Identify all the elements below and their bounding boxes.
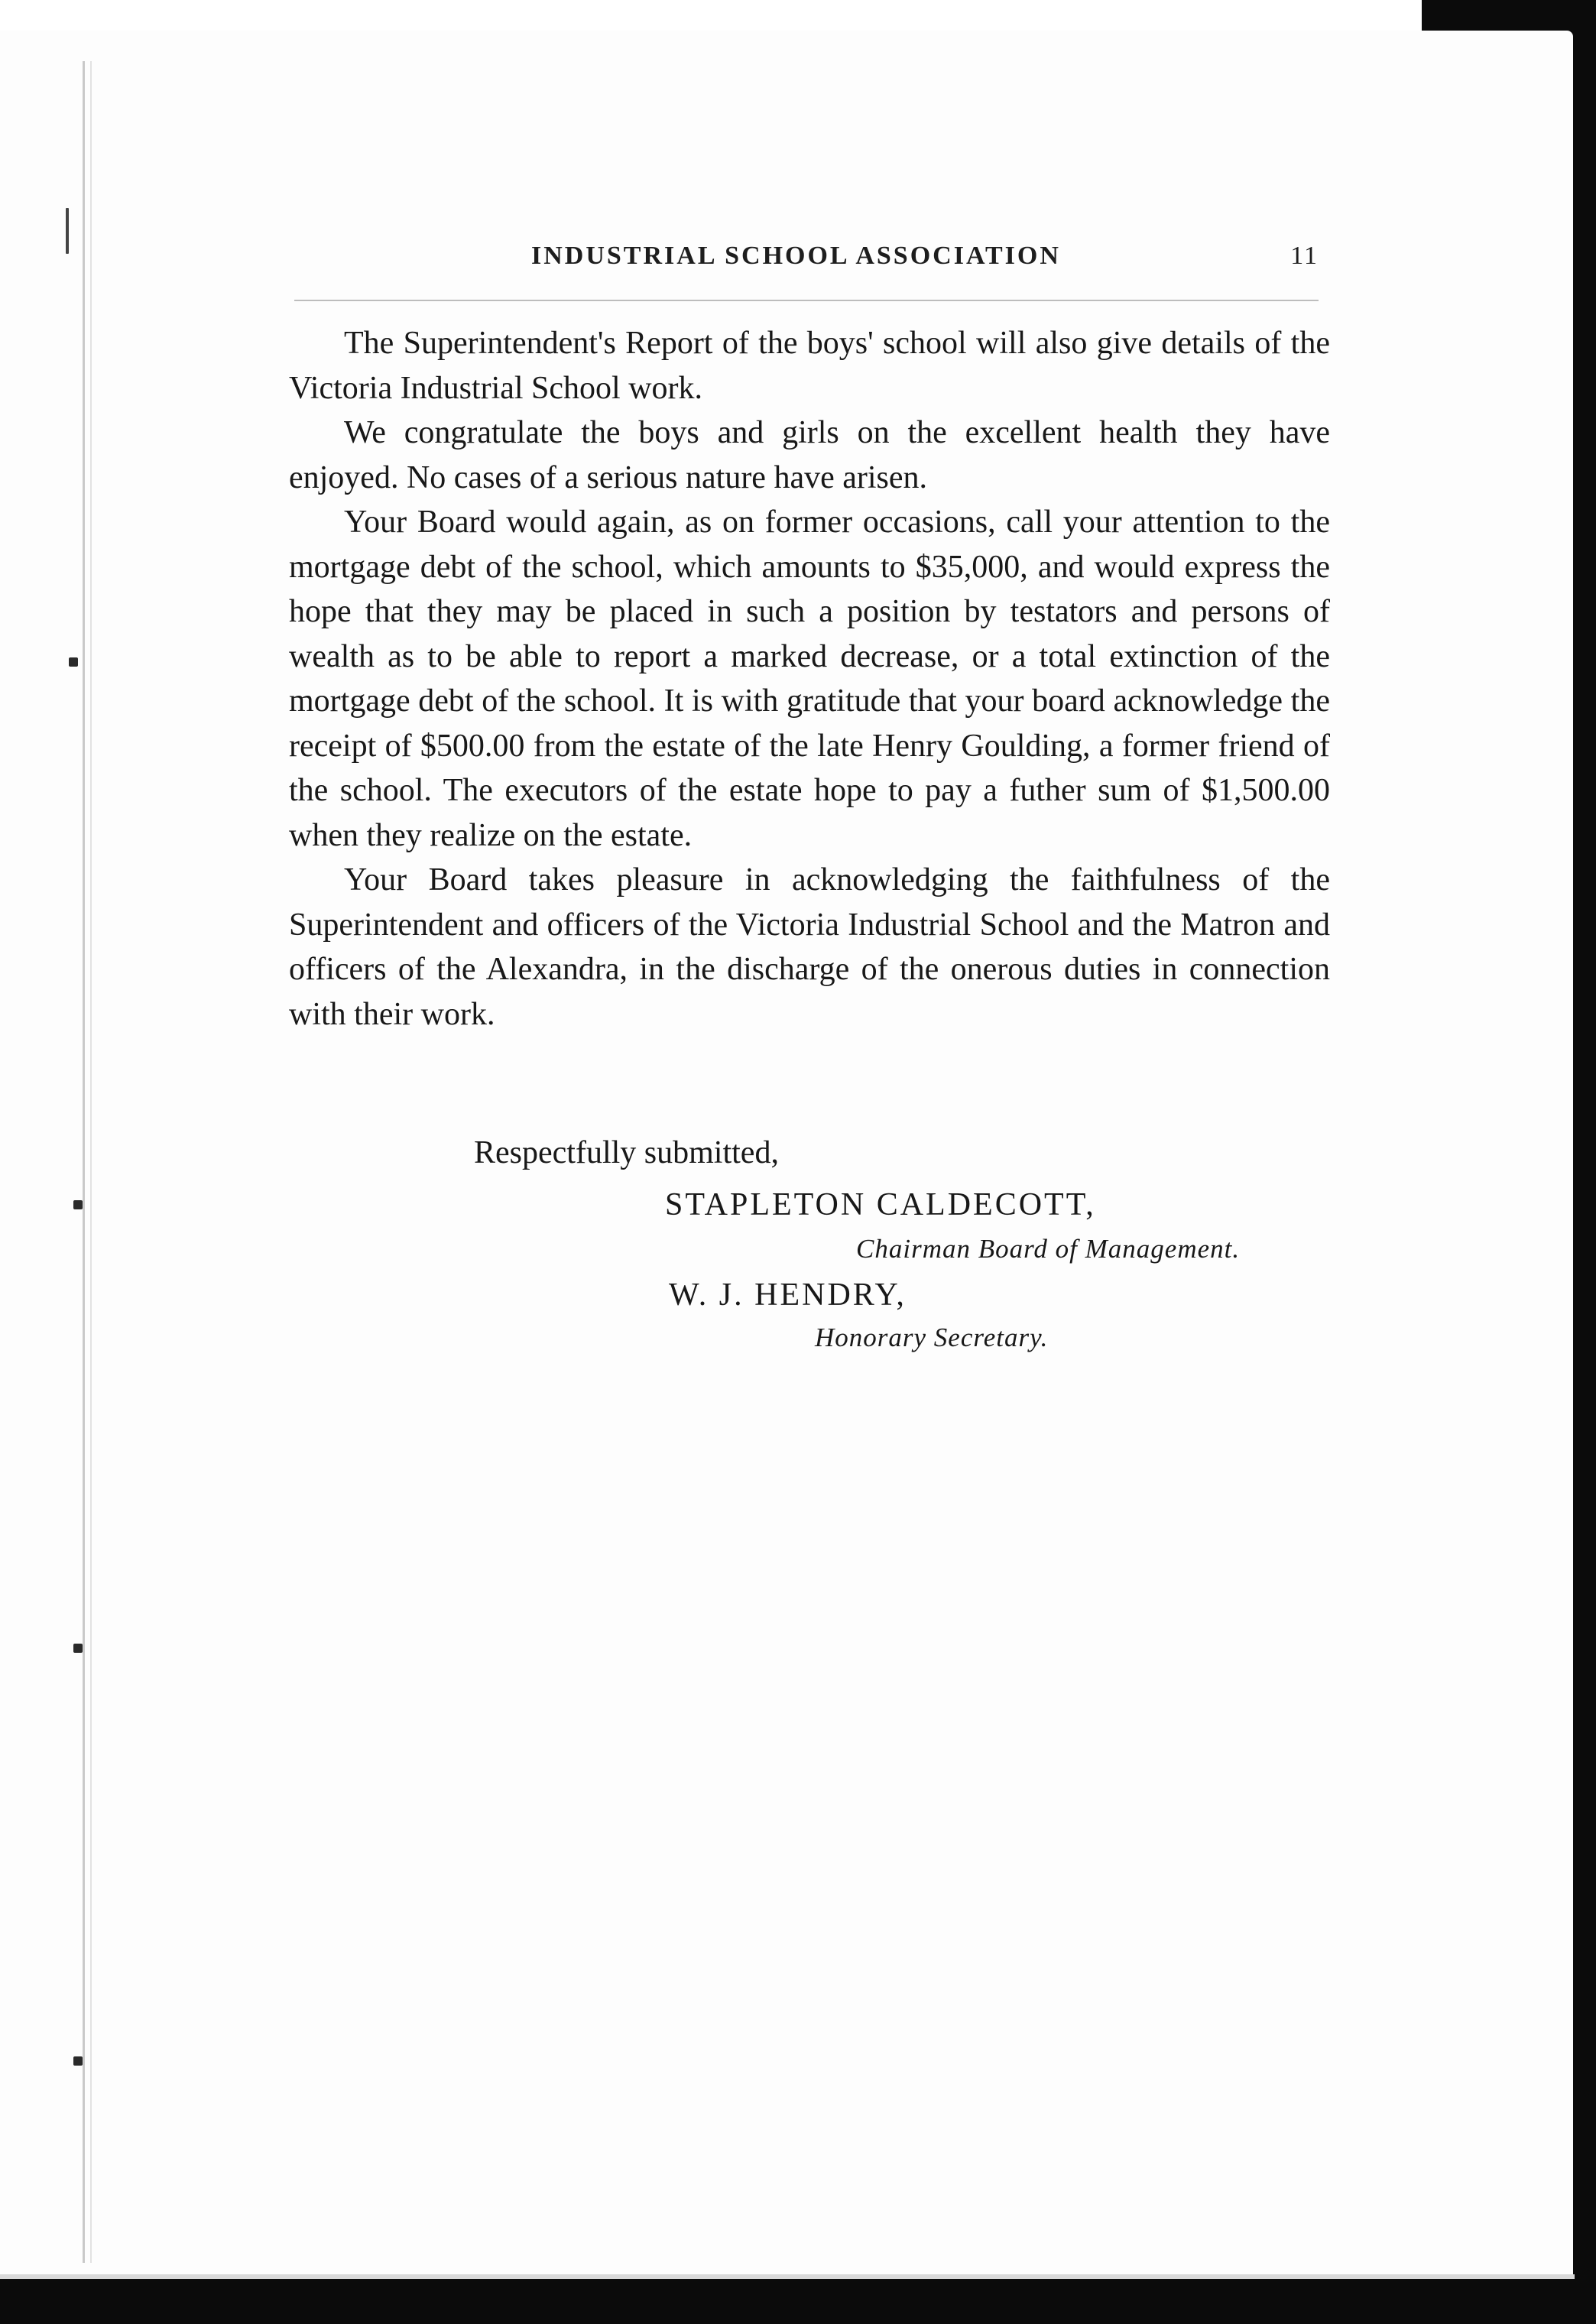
report-body	[289, 321, 1330, 1037]
running-head: INDUSTRIAL SCHOOL ASSOCIATION	[531, 242, 1061, 270]
page-header	[283, 242, 1319, 284]
signatory-title: Chairman Board of Management.	[856, 1234, 1241, 1264]
binding-gutter-line	[83, 61, 85, 2263]
closing-line: Respectfully submitted,	[474, 1135, 779, 1170]
signatory-name: W. J. HENDRY,	[669, 1277, 907, 1313]
paragraph: The Superintendent's Report of the boys' school will also give details of the Victoria Industrial School work.	[289, 326, 1330, 406]
paragraph: Your Board would again, as on former occasions, call your attention to the mortgage debt of the school, which amounts to $35,000, and would express the hope that they may be placed in such a position by testators and persons of wealth as to be able to report a marked decrease, or a total extinction of the mortgage debt of the school. It is with gratitude that your board acknowledge the receipt of $500.00 from the estate of the late Henry Goulding, a former friend of the school. The executors of the estate hope to pay a futher sum of $1,500.00 when they realize on the estate.	[289, 505, 1330, 853]
top-margin-strip	[0, 0, 1422, 31]
page-number: 11	[1290, 242, 1319, 270]
binding-stitch-mark	[73, 1644, 83, 1653]
binding-stitch-mark	[73, 1200, 83, 1209]
page-bottom-edge	[0, 2274, 1575, 2279]
paragraph: Your Board takes pleasure in acknowledging the faithfulness of the Superintendent and officers of the Victoria Industrial School and the Matron and officers of the Alexandra, in the discharge of the onerous duties in connection with their work.	[289, 862, 1330, 1032]
binding-stitch-mark	[69, 657, 78, 667]
signatory-name: STAPLETON CALDECOTT,	[665, 1187, 1096, 1222]
binding-gutter-inner-line	[90, 61, 92, 2263]
binding-stitch-mark	[66, 208, 69, 254]
paragraph: We congratulate the boys and girls on the excellent health they have enjoyed. No cases of a serious nature have arisen.	[289, 415, 1330, 495]
signatory-title: Honorary Secretary.	[815, 1323, 1049, 1352]
header-rule	[294, 300, 1319, 301]
binding-stitch-mark	[73, 2056, 83, 2066]
